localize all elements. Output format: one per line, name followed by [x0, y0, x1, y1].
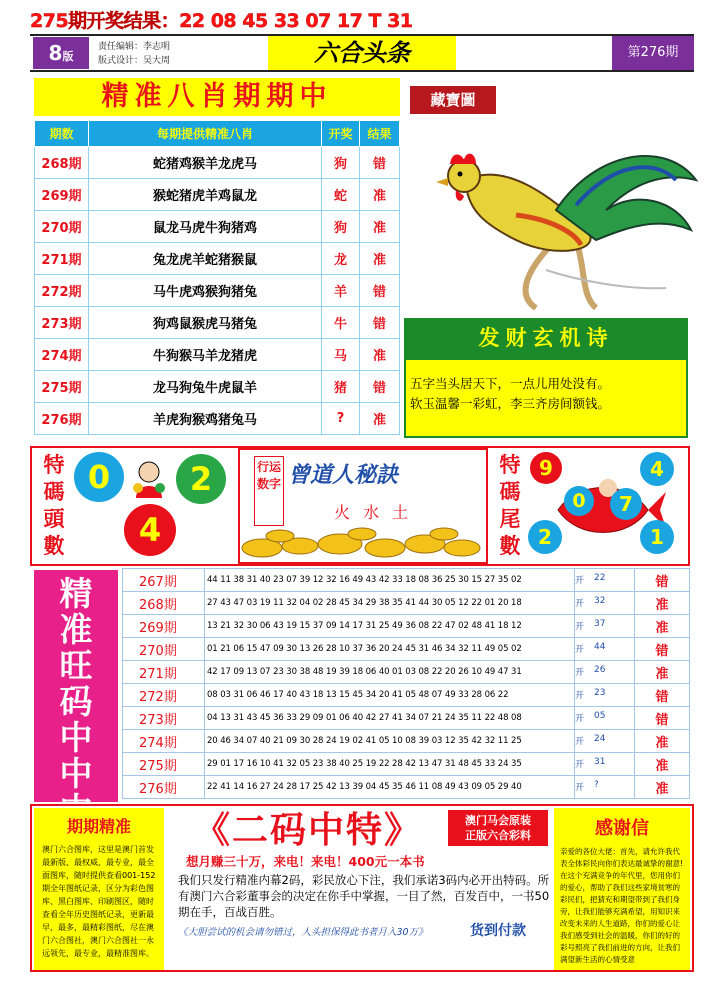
- tail-ball-2: [564, 486, 594, 516]
- credits: [98, 40, 170, 68]
- bazhao-cell-result: 错: [360, 275, 400, 307]
- table-row: [123, 707, 690, 730]
- tail-numbers-title: 特 碼 尾 數: [499, 453, 521, 558]
- draw-result-headline: 275期开奖结果：22 08 45 33 07 17 T 31: [30, 10, 413, 32]
- head-numbers-title: 特 碼 頭 數: [43, 453, 65, 558]
- thanks-text: 亲爱的各位大佬：首先，请允许我代表全体彩民向你们表达最诚挚的谢意!在这个充满竞争的年代里，您用你们的爱心，帮助了我们这些家境贫寒的彩民们，把猜充和期望带到了我们身旁，让我们能够充满希望，用知识来改变未来的人生道路，你们的爱心让我们感受到社会的温暖，你们的好的彩号照亮了我们前进的方向，让我们满望新生活的心情受意: [560, 847, 684, 964]
- table-row: [35, 275, 400, 307]
- bazhao-cell-issue: 271期: [35, 243, 89, 275]
- bazhao-cell-open: 马: [322, 339, 360, 371]
- bazhao-cell-open: ?: [322, 403, 360, 435]
- tail-ball-5: [640, 520, 674, 554]
- bazhao-cell-zodiacs: 鼠龙马虎牛狗猪鸡: [89, 211, 322, 243]
- wangma-numbers: 29 01 17 16 10 41 32 05 23 38 40 25 19 22 28 42 13 47 31 48 45 33 24 35: [205, 753, 575, 776]
- open-label: 开: [575, 667, 585, 678]
- open-label: 开: [575, 575, 585, 586]
- head-ball-2: [124, 504, 176, 556]
- wangma-open-cell: [575, 684, 635, 707]
- bazhao-cell-open: 狗: [322, 211, 360, 243]
- ball-label: 0: [87, 458, 111, 496]
- ball-label: 0: [572, 490, 586, 512]
- wangma-open-cell: [575, 707, 635, 730]
- open-value: 24: [594, 733, 606, 744]
- erma-side-label: [448, 810, 548, 846]
- wangma-open-cell: [575, 592, 635, 615]
- open-value: 44: [594, 641, 606, 652]
- open-label: 开: [575, 690, 585, 701]
- wangma-issue: 274期: [123, 730, 205, 753]
- wangma-issue: 269期: [123, 615, 205, 638]
- wangma-open-cell: [575, 730, 635, 753]
- bazhao-cell-issue: 275期: [35, 371, 89, 403]
- head-ball-0: [74, 452, 124, 502]
- wangma-issue: 272期: [123, 684, 205, 707]
- open-value: 32: [594, 595, 606, 606]
- ball-label: 1: [650, 525, 664, 549]
- tail-ball-4: [528, 520, 562, 554]
- open-value: 22: [594, 572, 606, 583]
- page-suffix: 版: [62, 50, 74, 63]
- table-row: [123, 730, 690, 753]
- bazhao-cell-zodiacs: 狗鸡鼠猴虎马猪兔: [89, 307, 322, 339]
- table-row: [123, 592, 690, 615]
- bazhao-table: [34, 120, 400, 435]
- table-row: [35, 403, 400, 435]
- wangma-open-cell: [575, 776, 635, 799]
- left-promo-text: 澳门六合图库，这里是澳门首发最新版、最权威、最专业，最全面图库，随时提供查看001-152期全年图纸记录，区分为彩色图库、黑白图库、印刷图区，随时查看全年历史图纸记录，更新最早，最多，最精彩图纸，尽在澳门六合图社，澳门六合图社一永远领先，最专业，最精准图库。: [42, 845, 156, 958]
- wangma-result: 错: [635, 638, 690, 661]
- wangma-numbers: 20 46 34 07 40 21 09 30 28 24 19 02 41 05 10 08 39 03 12 35 42 32 11 25: [205, 730, 575, 753]
- design-line: 版式设计：吴大周: [98, 56, 171, 66]
- ad-warning: 《大胆尝试的机会请勿错过，人头担保得此书者月入30万》: [178, 927, 428, 938]
- wangma-issue: 268期: [123, 592, 205, 615]
- editor-line: 责任编辑：李志明: [98, 42, 171, 52]
- table-row: [123, 776, 690, 799]
- table-row: [123, 684, 690, 707]
- wangma-numbers: 22 41 14 16 27 24 28 17 25 42 13 39 04 45 35 46 11 08 49 43 09 05 29 40: [205, 776, 575, 799]
- open-label: 开: [575, 621, 585, 632]
- wangma-open-cell: [575, 569, 635, 592]
- bazhao-header-2: 开奖: [322, 121, 360, 147]
- bazhao-cell-open: 蛇: [322, 179, 360, 211]
- left-promo-column: [34, 808, 164, 970]
- bazhao-cell-open: 狗: [322, 147, 360, 179]
- bazhao-cell-issue: 269期: [35, 179, 89, 211]
- table-row: [35, 243, 400, 275]
- open-value: ?: [594, 779, 599, 790]
- table-row: [35, 179, 400, 211]
- bazhao-cell-issue: 274期: [35, 339, 89, 371]
- wangma-issue: 273期: [123, 707, 205, 730]
- wangma-numbers: 13 21 32 30 06 43 19 15 37 09 14 17 31 25 49 36 08 22 47 02 48 41 18 12: [205, 615, 575, 638]
- wangma-result: 准: [635, 776, 690, 799]
- mystic-title: 曾道人秘訣: [288, 463, 399, 488]
- wangma-result: 错: [635, 707, 690, 730]
- rooster-illustration: [406, 120, 710, 312]
- bazhao-cell-result: 准: [360, 211, 400, 243]
- open-value: 05: [594, 710, 606, 721]
- poem-title: 发财玄机诗: [404, 318, 688, 358]
- erma-side-line-1: 澳门马会原装: [465, 814, 531, 827]
- erma-title: 《二码中特》: [193, 810, 422, 851]
- mystic-elements: 火 水 土: [334, 503, 413, 522]
- bazhao-cell-issue: 270期: [35, 211, 89, 243]
- open-value: 31: [594, 756, 606, 767]
- bazhao-cell-result: 错: [360, 307, 400, 339]
- bazhao-cell-zodiacs: 蛇猪鸡猴羊龙虎马: [89, 147, 322, 179]
- tail-ball-3: [610, 488, 642, 520]
- wangma-numbers: 27 43 47 03 19 11 32 04 02 28 45 34 29 38 35 41 44 30 05 12 22 01 20 18: [205, 592, 575, 615]
- bazhao-cell-result: 准: [360, 339, 400, 371]
- wangma-issue: 276期: [123, 776, 205, 799]
- wangma-issue: 271期: [123, 661, 205, 684]
- bazhao-cell-result: 错: [360, 371, 400, 403]
- cash-on-delivery-label: 货到付款: [470, 923, 526, 939]
- wangma-open-cell: [575, 638, 635, 661]
- open-label: 开: [575, 782, 585, 793]
- wangma-numbers: 08 03 31 06 46 17 40 43 18 13 15 45 34 20 41 05 48 07 49 33 28 06 22: [205, 684, 575, 707]
- wangma-title: 精 准 旺 码 中 中: [34, 570, 118, 802]
- bazhao-cell-result: 准: [360, 243, 400, 275]
- wangma-open-cell: [575, 615, 635, 638]
- bazhao-header-1: 每期提供精准八肖: [89, 121, 322, 147]
- ball-label: 2: [538, 525, 552, 549]
- open-label: 开: [575, 736, 585, 747]
- bazhao-cell-zodiacs: 牛狗猴马羊龙猪虎: [89, 339, 322, 371]
- bazhao-title: 精准八肖期期中: [34, 78, 400, 116]
- wangma-issue: 275期: [123, 753, 205, 776]
- erma-side-line-2: 正版六合彩料: [465, 829, 531, 842]
- bazhao-cell-zodiacs: 兔龙虎羊蛇猪猴鼠: [89, 243, 322, 275]
- table-row: [35, 211, 400, 243]
- open-value: 37: [594, 618, 606, 629]
- table-row: [35, 147, 400, 179]
- table-row: [35, 307, 400, 339]
- bazhao-cell-result: 准: [360, 403, 400, 435]
- bazhao-cell-issue: 272期: [35, 275, 89, 307]
- wangma-numbers: 42 17 09 13 07 23 30 38 48 19 39 18 06 40 01 03 08 22 20 26 10 49 47 31: [205, 661, 575, 684]
- table-row: [123, 661, 690, 684]
- table-row: [35, 371, 400, 403]
- bazhao-cell-zodiacs: 龙马狗兔牛虎鼠羊: [89, 371, 322, 403]
- masthead-title: 六合头条: [268, 36, 456, 70]
- wangma-result: 错: [635, 684, 690, 707]
- bazhao-cell-result: 错: [360, 147, 400, 179]
- open-label: 开: [575, 644, 585, 655]
- bazhao-cell-zodiacs: 猴蛇猪虎羊鸡鼠龙: [89, 179, 322, 211]
- bazhao-cell-issue: 276期: [35, 403, 89, 435]
- table-row: [123, 569, 690, 592]
- wangma-result: 准: [635, 730, 690, 753]
- ad-slogan: 想月赚三十万，来电！来电！400元一本书: [186, 854, 425, 869]
- issue-number: 第276期: [612, 36, 694, 70]
- lucky-number-box: 行运数字: [254, 456, 284, 526]
- bazhao-header-0: 期数: [35, 121, 89, 147]
- gold-ingots-icon: [240, 522, 484, 562]
- ad-description: 我们只发行精准内幕2码，彩民放心下注，我们承诺3码内必开出特码。所有澳门六合彩董事会的决定在你手中掌握，一目了然，百发百中，一书50期在手，百战百胜。: [178, 873, 550, 919]
- bazhao-cell-open: 牛: [322, 307, 360, 339]
- thanks-title: 感谢信: [595, 818, 649, 839]
- ball-label: 9: [539, 456, 553, 480]
- ball-label: 4: [650, 457, 664, 481]
- wangma-result: 错: [635, 569, 690, 592]
- tail-ball-0: [530, 452, 562, 484]
- wangma-numbers: 04 13 31 43 45 36 33 29 09 01 06 40 42 27 41 34 07 21 24 35 11 22 48 08: [205, 707, 575, 730]
- bazhao-cell-zodiacs: 马牛虎鸡猴狗猪兔: [89, 275, 322, 307]
- page-number: 8: [48, 41, 63, 65]
- bazhao-cell-issue: 268期: [35, 147, 89, 179]
- left-promo-title: 期期精准: [66, 817, 131, 836]
- wangma-issue: 267期: [123, 569, 205, 592]
- open-label: 开: [575, 713, 585, 724]
- wangma-result: 准: [635, 615, 690, 638]
- bazhao-cell-result: 准: [360, 179, 400, 211]
- bazhao-cell-open: 羊: [322, 275, 360, 307]
- wangma-table: [122, 568, 690, 799]
- wangma-numbers: 01 21 06 15 47 09 30 13 26 28 10 37 36 20 24 45 31 46 34 32 11 49 05 02: [205, 638, 575, 661]
- wangma-issue: 270期: [123, 638, 205, 661]
- poem-line-1: 五字当头居天下，一点儿用处没有。: [410, 376, 611, 391]
- child-illustration-icon: [126, 458, 172, 504]
- wangma-open-cell: [575, 661, 635, 684]
- wangma-result: 准: [635, 661, 690, 684]
- open-label: 开: [575, 598, 585, 609]
- wangma-result: 准: [635, 753, 690, 776]
- bazhao-cell-zodiacs: 羊虎狗猴鸡猪兔马: [89, 403, 322, 435]
- poem-line-2: 软玉温馨一彩虹，李三齐房间额钱。: [410, 396, 611, 411]
- page-number-badge: [33, 37, 89, 69]
- table-row: [123, 638, 690, 661]
- wangma-result: 准: [635, 592, 690, 615]
- wangma-open-cell: [575, 753, 635, 776]
- ball-label: 4: [138, 511, 162, 549]
- ball-label: 2: [189, 460, 213, 498]
- thank-you-letter: [554, 808, 690, 970]
- wangma-numbers: 44 11 38 31 40 23 07 39 12 32 16 49 43 42 33 18 08 36 25 30 15 27 35 02: [205, 569, 575, 592]
- bazhao-cell-open: 龙: [322, 243, 360, 275]
- open-value: 23: [594, 687, 606, 698]
- open-value: 26: [594, 664, 606, 675]
- table-row: [123, 615, 690, 638]
- bazhao-cell-open: 猪: [322, 371, 360, 403]
- tail-ball-1: [640, 452, 674, 486]
- bazhao-cell-issue: 273期: [35, 307, 89, 339]
- table-row: [123, 753, 690, 776]
- open-label: 开: [575, 759, 585, 770]
- poem-box: [404, 358, 688, 438]
- ball-label: 7: [619, 492, 633, 516]
- bazhao-header-3: 结果: [360, 121, 400, 147]
- table-row: [35, 339, 400, 371]
- treasure-map-label: 藏寶圖: [410, 86, 496, 114]
- head-ball-1: [176, 454, 226, 504]
